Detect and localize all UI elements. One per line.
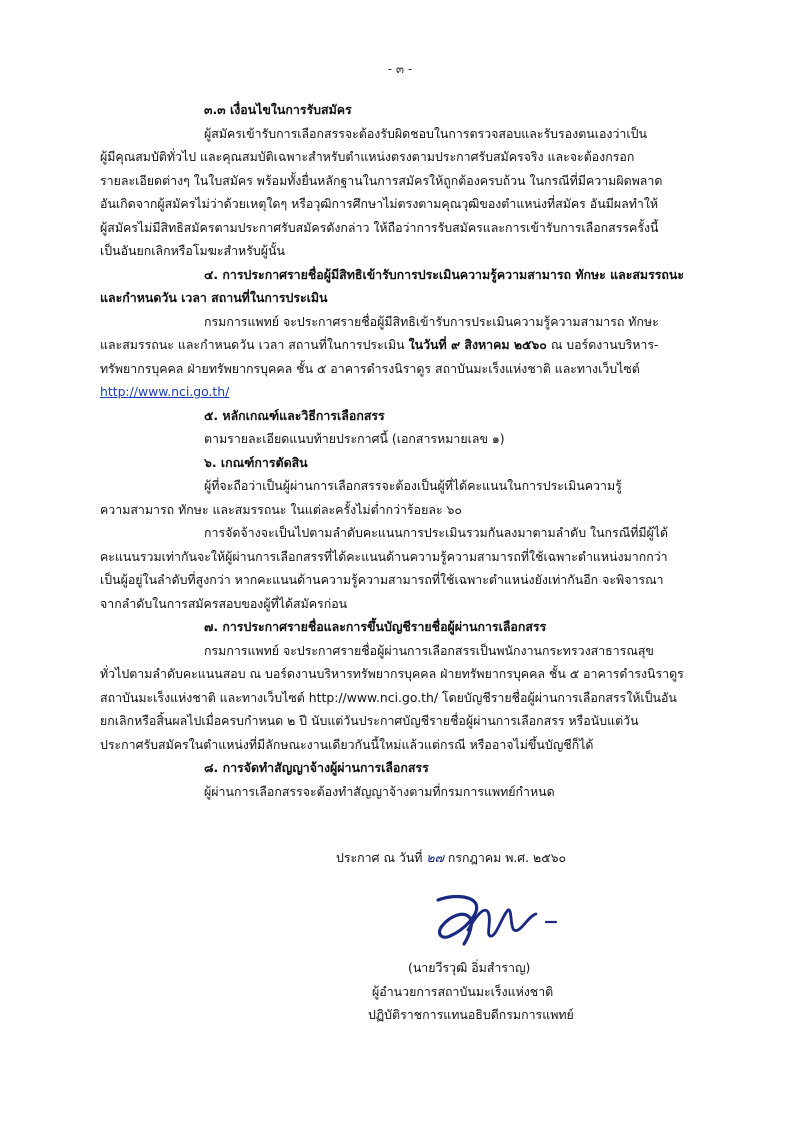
date-day-handwritten: ๒๗ (426, 850, 444, 865)
page-number: - ๓ - (387, 62, 413, 76)
section-7-line: ทั่วไปตามลำดับคะแนนสอบ ณ บอร์ดงานบริหารทรัพยากรบุคคล ฝ่ายทรัพยากรบุคคล ชั้น ๕ อาคารดำรงนิราดูร (100, 666, 684, 681)
section-8-line: ผู้ผ่านการเลือกสรรจะต้องทำสัญญาจ้างตามที่กรมการแพทย์กำหนด (204, 783, 555, 799)
signatory-block (340, 956, 640, 1027)
signatory-acting: ปฏิบัติราชการแทนอธิบดีกรมการแพทย์ (368, 1007, 574, 1022)
section-3-3-line: อันเกิดจากผู้สมัครไม่ว่าด้วยเหตุใดๆ หรือวุฒิการศึกษาไม่ตรงตามคุณวุฒิของตำแหน่งที่สมัคร อันมีผลทำให้ (100, 196, 659, 211)
section-7-line: สถาบันมะเร็งแห่งชาติ และทางเว็บไซต์ http://www.nci.go.th/ โดยบัญชีรายชื่อผู้ผ่านการเลือกสรรให้เป็นอัน (100, 689, 677, 705)
section-5-line: ตามรายละเอียดแนบท้ายประกาศนี้ (เอกสารหมายเลข ๑) (204, 431, 505, 446)
announcement-date (336, 846, 566, 870)
document-body (100, 98, 728, 803)
section-6-line: ความสามารถ ทักษะ และสมรรถนะ ในแต่ละครั้งไม่ต่ำกว่าร้อยละ ๖๐ (100, 501, 462, 517)
signatory-name: (นายวีรวุฒิ อิ่มสำราญ) (408, 960, 531, 975)
signatory-position: ผู้อำนวยการสถาบันมะเร็งแห่งชาติ (372, 983, 554, 999)
section-4-line: กรมการแพทย์ จะประกาศรายชื่อผู้มีสิทธิเข้ารับการประเมินความรู้ความสามารถ ทักษะ (204, 313, 659, 329)
section-7-line: ประกาศรับสมัครในตำแหน่งที่มีลักษณะงานเดียวกันนี้ใหม่แล้วแต่กรณี หรืออาจไม่ขึ้นบัญชีก็ได้ (100, 736, 594, 752)
section-3-3-heading: ๓.๓ เงื่อนไขในการรับสมัคร (204, 102, 352, 117)
section-6-line: เป็นผู้อยู่ในลำดับที่สูงกว่า หากคะแนนด้านความรู้ความสามารถที่ใช้เฉพาะตำแหน่งยังเท่ากันอีก จะพิจารณา (100, 572, 664, 587)
date-prefix: ประกาศ ณ วันที่ (336, 850, 427, 865)
section-8-heading: ๘. การจัดทำสัญญาจ้างผู้ผ่านการเลือกสรร (204, 760, 429, 775)
section-7-heading: ๗. การประกาศรายชื่อและการขึ้นบัญชีรายชื่อผู้ผ่านการเลือกสรร (204, 619, 547, 634)
section-7-line: ยกเลิกหรือสิ้นผลไปเมื่อครบกำหนด ๒ ปี นับแต่วันประกาศบัญชีรายชื่อผู้ผ่านการเลือกสรร หรือนับแต่วัน (100, 713, 639, 728)
section-4-heading-cont: และกำหนดวัน เวลา สถานที่ในการประเมิน (100, 290, 328, 305)
section-6-line: จากลำดับในการสมัครสอบของผู้ที่ได้สมัครก่อน (100, 595, 348, 611)
section-3-3-line: รายละเอียดต่างๆ ในใบสมัคร พร้อมทั้งยื่นหลักฐานในการสมัครให้ถูกต้องครบถ้วน ในกรณีที่มีความผิดพลาด (100, 172, 663, 188)
section-4-line: ทรัพยากรบุคคล ฝ่ายทรัพยากรบุคคล ชั้น ๕ อาคารดำรงนิราดูร สถาบันมะเร็งแห่งชาติ และทางเว็บไซต์ (100, 360, 640, 376)
section-6-line: คะแนนรวมเท่ากันจะให้ผู้ผ่านการเลือกสรรที่ได้คะแนนด้านความรู้ความสามารถที่ใช้เฉพาะตำแหน่งมากกว่า (100, 548, 668, 564)
date-suffix: กรกฎาคม พ.ศ. ๒๕๖๐ (443, 850, 567, 865)
section-4-line (100, 380, 728, 404)
section-3-3-line: ผู้มีคุณสมบัติทั่วไป และคุณสมบัติเฉพาะสำหรับตำแหน่งตรงตามประกาศรับสมัครจริง และจะต้องกรอก (100, 149, 635, 164)
section-4-text: และสมรรถนะ และกำหนดวัน เวลา สถานที่ในการประเมิน (100, 337, 409, 352)
section-4-text: ณ บอร์ดงานบริหาร- (546, 337, 659, 352)
section-3-3-line: ผู้สมัครไม่มีสิทธิสมัครตามประกาศรับสมัครดังกล่าว ให้ถือว่าการรับสมัครและการเข้ารับการเลือกสรรครั้งนี้ (100, 219, 659, 235)
website-link[interactable]: http://www.nci.go.th/ (100, 384, 230, 399)
section-3-3-line: เป็นอันยกเลิกหรือโมฆะสำหรับผู้นั้น (100, 243, 285, 258)
section-3-3-line: ผู้สมัครเข้ารับการเลือกสรรจะต้องรับผิดชอบในการตรวจสอบและรับรองตนเองว่าเป็น (204, 125, 647, 141)
section-7-line: กรมการแพทย์ จะประกาศรายชื่อผู้ผ่านการเลือกสรรเป็นพนักงานกระทรวงสาธารณสุข (204, 642, 654, 658)
section-5-heading: ๕. หลักเกณฑ์และวิธีการเลือกสรร (204, 407, 385, 423)
section-6-heading: ๖. เกณฑ์การตัดสิน (204, 454, 308, 470)
section-4-heading: ๔. การประกาศรายชื่อผู้มีสิทธิเข้ารับการประเมินความรู้ความสามารถ ทักษะ และสมรรถนะ (204, 266, 685, 282)
section-6-line: การจัดจ้างจะเป็นไปตามลำดับคะแนนการประเมินรวมกันลงมาตามลำดับ ในกรณีที่มีผู้ได้ (204, 525, 669, 540)
handwritten-signature (424, 886, 574, 956)
section-4-line (100, 333, 728, 357)
assessment-date: ในวันที่ ๙ สิงหาคม ๒๕๖๐ (408, 337, 547, 352)
section-6-line: ผู้ที่จะถือว่าเป็นผู้ผ่านการเลือกสรรจะต้องเป็นผู้ที่ได้คะแนนในการประเมินความรู้ (204, 478, 622, 493)
